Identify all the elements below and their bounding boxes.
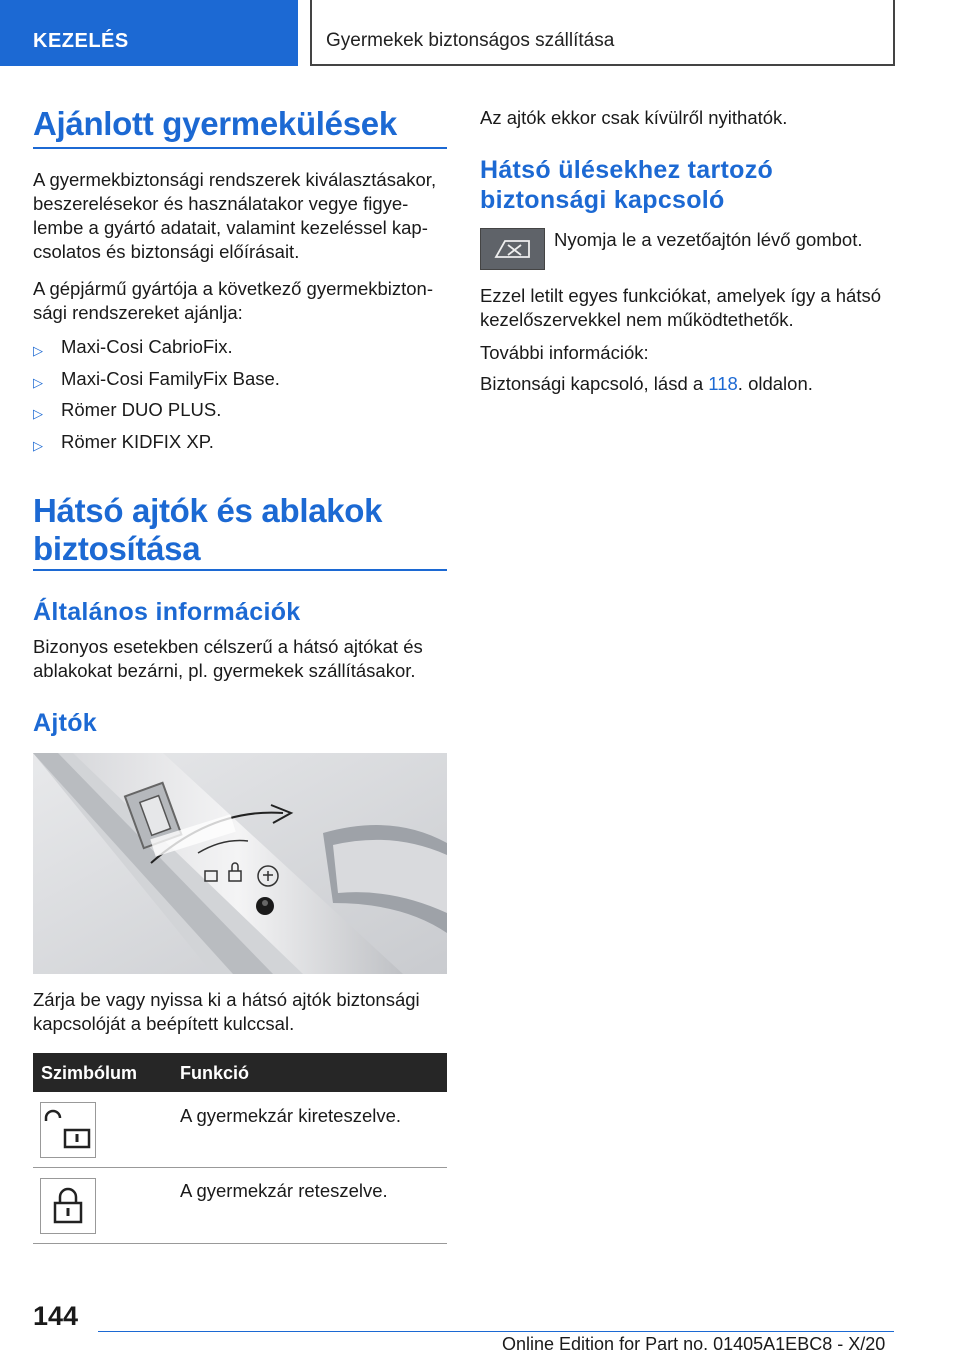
text-line: ablakokat bezárni, pl. gyermekek szállításakor. <box>33 660 416 681</box>
door-lock-photo <box>33 753 447 974</box>
text-line: kezelőszervekkel nem működtethetők. <box>480 309 794 330</box>
table-divider <box>33 1243 447 1244</box>
paragraph-manufacturer <box>33 277 433 325</box>
heading-rear-safety-switch <box>480 155 773 215</box>
column-header-symbol: Szimbólum <box>41 1063 138 1083</box>
footer-rule <box>98 1331 894 1332</box>
text-line: A gépjármű gyártója a következő gyermekbizton- <box>33 278 434 299</box>
triangle-bullet-icon: ▷ <box>33 438 43 453</box>
heading-rule <box>33 569 447 571</box>
heading-rear-doors-windows <box>33 492 382 568</box>
switch-instruction: Nyomja le a vezetőajtón lévő gombot. <box>554 229 863 250</box>
reference-prefix: Biztonsági kapcsoló, lásd a <box>480 373 709 394</box>
list-item <box>33 398 433 422</box>
header-divider-right <box>893 0 895 66</box>
paragraph-selection <box>33 168 436 264</box>
cross-reference <box>480 372 813 396</box>
header-divider-left <box>310 0 312 66</box>
text-line: Zárja be vagy nyissa ki a hátsó ajtók biztonsági <box>33 989 420 1010</box>
table-row <box>33 1092 447 1167</box>
list-item-text: Maxi-Cosi FamilyFix Base. <box>61 368 280 389</box>
text-line: sági rendszereket ajánlja: <box>33 302 243 323</box>
triangle-bullet-icon: ▷ <box>33 375 43 390</box>
heading-general-info: Általános információk <box>33 598 301 626</box>
text-line: kapcsolóját a beépített kulccsal. <box>33 1013 295 1034</box>
page-number: 144 <box>33 1301 79 1331</box>
more-info-label: További információk: <box>480 342 649 363</box>
text-line: A gyermekbiztonsági rendszerek kiválasztásakor, <box>33 169 437 190</box>
header-section-label: KEZELÉS <box>33 30 129 52</box>
list-item-text: Maxi-Cosi CabrioFix. <box>61 336 233 357</box>
header-underline <box>310 64 895 66</box>
paragraph-disabled-functions <box>480 284 881 332</box>
paragraph-general <box>33 635 423 683</box>
table-header <box>33 1053 447 1092</box>
text-line: Bizonyos esetekben célszerű a hátsó ajtókat és <box>33 636 423 657</box>
text-line: csolatos és biztonsági előírásait. <box>33 241 300 262</box>
heading-line: Hátsó ajtók és ablakok <box>33 492 383 529</box>
text-line: lembe a gyártó adatait, valamint kezeléssel kap- <box>33 217 428 238</box>
table-row <box>33 1168 447 1243</box>
heading-line: biztonsági kapcsoló <box>480 186 725 214</box>
list-item-text: Römer KIDFIX XP. <box>61 431 214 452</box>
symbol-cell <box>40 1102 96 1158</box>
symbol-cell <box>40 1178 96 1234</box>
function-text: A gyermekzár kireteszelve. <box>180 1105 402 1126</box>
header-section-tab <box>0 0 298 66</box>
door-lock-illustration <box>33 753 447 974</box>
header-title: Gyermekek biztonságos szállítása <box>326 30 615 51</box>
heading-doors: Ajtók <box>33 709 97 737</box>
paragraph-open-outside: Az ajtók ekkor csak kívülről nyithatók. <box>480 107 788 128</box>
heading-rule <box>33 147 447 149</box>
text-line: Ezzel letilt egyes funkciókat, amelyek így a hátsó <box>480 285 882 306</box>
unlocked-padlock-icon <box>41 1103 95 1157</box>
list-item <box>33 430 433 454</box>
list-item <box>33 335 433 359</box>
heading-line: biztosítása <box>33 530 201 567</box>
triangle-bullet-icon: ▷ <box>33 343 43 358</box>
triangle-bullet-icon: ▷ <box>33 406 43 421</box>
edition-note: Online Edition for Part no. 01405A1EBC8 - X/20 <box>502 1334 886 1354</box>
list-item <box>33 367 433 391</box>
function-text: A gyermekzár reteszelve. <box>180 1180 388 1201</box>
locked-padlock-icon <box>41 1179 95 1233</box>
text-line: beszerelésekor és használatakor vegye figye- <box>33 193 409 214</box>
reference-suffix: . oldalon. <box>737 373 813 394</box>
column-header-function: Funkció <box>180 1063 250 1083</box>
page-reference-link[interactable]: 118 <box>708 373 738 394</box>
list-item-text: Römer DUO PLUS. <box>61 399 222 420</box>
heading-recommended-seats: Ajánlott gyermekülések <box>33 105 397 142</box>
heading-line: Hátsó ülésekhez tartozó <box>480 156 774 184</box>
window-lock-icon <box>481 229 544 269</box>
photo-caption <box>33 988 420 1036</box>
safety-switch-button-image <box>480 228 545 270</box>
